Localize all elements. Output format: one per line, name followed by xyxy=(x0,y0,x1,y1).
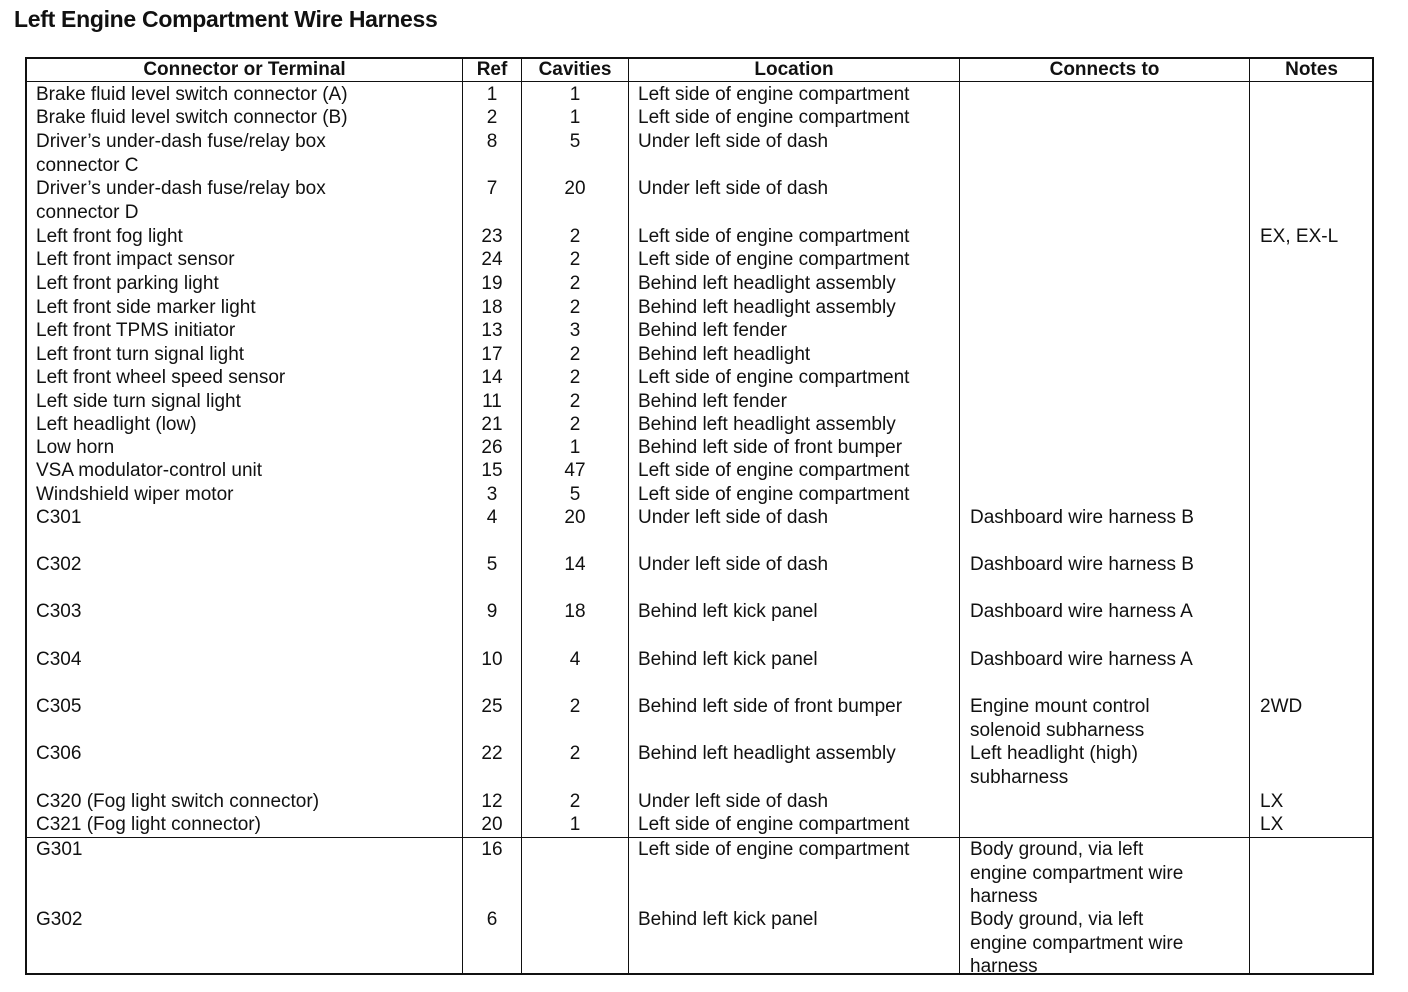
location: Behind left headlight assembly xyxy=(638,414,896,435)
location: Under left side of dash xyxy=(638,554,829,575)
location: Left side of engine compartment xyxy=(638,484,910,505)
ref-number: 18 xyxy=(481,297,503,318)
cavity-count: 20 xyxy=(564,507,586,528)
cavity-count: 1 xyxy=(569,814,581,835)
cavity-count: 5 xyxy=(569,484,581,505)
ref-number: 5 xyxy=(486,554,498,575)
ref-number: 13 xyxy=(481,320,503,341)
cavity-count: 2 xyxy=(569,743,581,764)
location: Behind left kick panel xyxy=(638,909,818,930)
cavity-count: 2 xyxy=(569,791,581,812)
ref-number: 7 xyxy=(486,178,498,199)
header-connector: Connector or Terminal xyxy=(143,59,346,80)
cavity-count: 14 xyxy=(564,554,586,575)
connector-name: C304 xyxy=(36,649,82,670)
cavity-count: 2 xyxy=(569,297,581,318)
note: EX, EX-L xyxy=(1260,226,1339,247)
location: Left side of engine compartment xyxy=(638,107,910,128)
location: Behind left headlight assembly xyxy=(638,297,896,318)
header-cavities: Cavities xyxy=(538,59,612,80)
cavity-count: 5 xyxy=(569,131,581,152)
connector-name: VSA modulator-control unit xyxy=(36,460,263,481)
cavity-count: 3 xyxy=(569,320,581,341)
ref-number: 6 xyxy=(486,909,498,930)
connector-name-cont: connector D xyxy=(36,201,139,223)
location: Behind left side of front bumper xyxy=(638,437,903,458)
connector-name: Left side turn signal light xyxy=(36,391,241,412)
connects-to-cont: engine compartment wire xyxy=(970,862,1184,884)
location: Left side of engine compartment xyxy=(638,814,910,835)
ref-number: 11 xyxy=(482,391,502,412)
location: Left side of engine compartment xyxy=(638,249,910,270)
cavity-count: 2 xyxy=(569,344,581,365)
header-divider xyxy=(25,81,1374,82)
location: Behind left fender xyxy=(638,391,787,412)
connector-name: Left headlight (low) xyxy=(36,414,197,435)
connector-name: C305 xyxy=(36,696,82,717)
connects-to-cont: harness xyxy=(970,886,1038,907)
connector-name: C320 (Fog light switch connector) xyxy=(36,791,320,812)
ref-number: 19 xyxy=(481,273,503,294)
note: 2WD xyxy=(1260,696,1303,717)
connector-name: Left front impact sensor xyxy=(36,249,235,270)
cavity-count: 4 xyxy=(569,649,581,670)
ref-number: 10 xyxy=(481,649,503,670)
location: Under left side of dash xyxy=(638,507,829,528)
header-notes: Notes xyxy=(1285,59,1338,80)
connector-name: G301 xyxy=(36,839,83,860)
ref-number: 26 xyxy=(481,437,503,458)
connector-name: Driver’s under-dash fuse/relay box xyxy=(36,131,326,152)
connects-to-cont: solenoid subharness xyxy=(970,719,1145,741)
connects-to-cont: engine compartment wire xyxy=(970,932,1184,954)
location: Left side of engine compartment xyxy=(638,84,910,105)
connector-name: Left front side marker light xyxy=(36,297,256,318)
connector-name: Brake fluid level switch connector (A) xyxy=(36,84,348,105)
ref-number: 12 xyxy=(481,791,503,812)
ref-number: 17 xyxy=(481,344,503,365)
ref-number: 15 xyxy=(481,460,503,481)
location: Left side of engine compartment xyxy=(638,367,910,388)
location: Behind left kick panel xyxy=(638,649,818,670)
cavity-count: 1 xyxy=(569,107,581,128)
location: Behind left fender xyxy=(638,320,787,341)
connects-to: Body ground, via left xyxy=(970,909,1144,930)
cavity-count: 2 xyxy=(569,696,581,717)
ref-number: 8 xyxy=(486,131,498,152)
location: Left side of engine compartment xyxy=(638,226,910,247)
header-ref: Ref xyxy=(476,59,508,80)
connector-name: Left front TPMS initiator xyxy=(36,320,236,341)
ref-number: 16 xyxy=(481,839,503,860)
location: Behind left headlight xyxy=(638,344,811,365)
connector-name: G302 xyxy=(36,909,83,930)
cavity-count: 47 xyxy=(564,460,586,481)
cavity-count: 2 xyxy=(569,367,581,388)
location: Under left side of dash xyxy=(638,791,829,812)
ref-number: 25 xyxy=(481,696,503,717)
connector-name: Left front wheel speed sensor xyxy=(36,367,286,388)
connects-to: Left headlight (high) xyxy=(970,743,1138,764)
cavity-count: 1 xyxy=(569,84,581,105)
location: Under left side of dash xyxy=(638,178,829,199)
ref-number: 23 xyxy=(481,226,503,247)
connector-name: Low horn xyxy=(36,437,115,458)
cavity-count: 2 xyxy=(569,273,581,294)
connector-name: Windshield wiper motor xyxy=(36,484,234,505)
connects-to-cont: harness xyxy=(970,956,1038,977)
ref-number: 24 xyxy=(481,249,503,270)
page-title: Left Engine Compartment Wire Harness xyxy=(14,6,438,32)
connector-name: Left front parking light xyxy=(36,273,219,294)
connector-name: C303 xyxy=(36,601,82,622)
ref-number: 3 xyxy=(486,484,498,505)
cavity-count: 2 xyxy=(569,391,581,412)
location: Behind left kick panel xyxy=(638,601,818,622)
ref-number: 14 xyxy=(481,367,503,388)
connects-to: Engine mount control xyxy=(970,696,1150,717)
location: Behind left headlight assembly xyxy=(638,743,896,764)
location: Behind left side of front bumper xyxy=(638,696,903,717)
connector-name: Driver’s under-dash fuse/relay box xyxy=(36,178,326,199)
connector-name: Left front fog light xyxy=(36,226,183,247)
location: Behind left headlight assembly xyxy=(638,273,896,294)
note: LX xyxy=(1260,814,1284,835)
connector-name-cont: connector C xyxy=(36,154,139,176)
ref-number: 22 xyxy=(481,743,503,764)
cavity-count: 2 xyxy=(569,249,581,270)
ref-number: 1 xyxy=(486,84,498,105)
connector-name: Brake fluid level switch connector (B) xyxy=(36,107,348,128)
connector-name: C306 xyxy=(36,743,82,764)
header-location: Location xyxy=(754,59,834,80)
cavity-count: 1 xyxy=(569,437,581,458)
connects-to: Dashboard wire harness A xyxy=(970,649,1193,670)
ref-number: 9 xyxy=(486,601,498,622)
note: LX xyxy=(1260,791,1284,812)
ref-number: 21 xyxy=(481,414,503,435)
cavity-count: 18 xyxy=(564,601,586,622)
connector-name: C302 xyxy=(36,554,82,575)
location: Left side of engine compartment xyxy=(638,460,910,481)
location: Under left side of dash xyxy=(638,131,829,152)
ref-number: 4 xyxy=(486,507,498,528)
connects-to: Dashboard wire harness B xyxy=(970,507,1194,528)
header-connects-to: Connects to xyxy=(1049,59,1160,80)
connector-name: C301 xyxy=(36,507,82,528)
connects-to: Dashboard wire harness A xyxy=(970,601,1193,622)
cavity-count: 2 xyxy=(569,414,581,435)
cavity-count: 2 xyxy=(569,226,581,247)
connects-to: Dashboard wire harness B xyxy=(970,554,1194,575)
cavity-count: 20 xyxy=(564,178,586,199)
connects-to: Body ground, via left xyxy=(970,839,1144,860)
ref-number: 20 xyxy=(481,814,503,835)
ref-number: 2 xyxy=(486,107,498,128)
location: Left side of engine compartment xyxy=(638,839,910,860)
connector-name: Left front turn signal light xyxy=(36,344,245,365)
connects-to-cont: subharness xyxy=(970,766,1069,788)
connector-name: C321 (Fog light connector) xyxy=(36,814,261,835)
